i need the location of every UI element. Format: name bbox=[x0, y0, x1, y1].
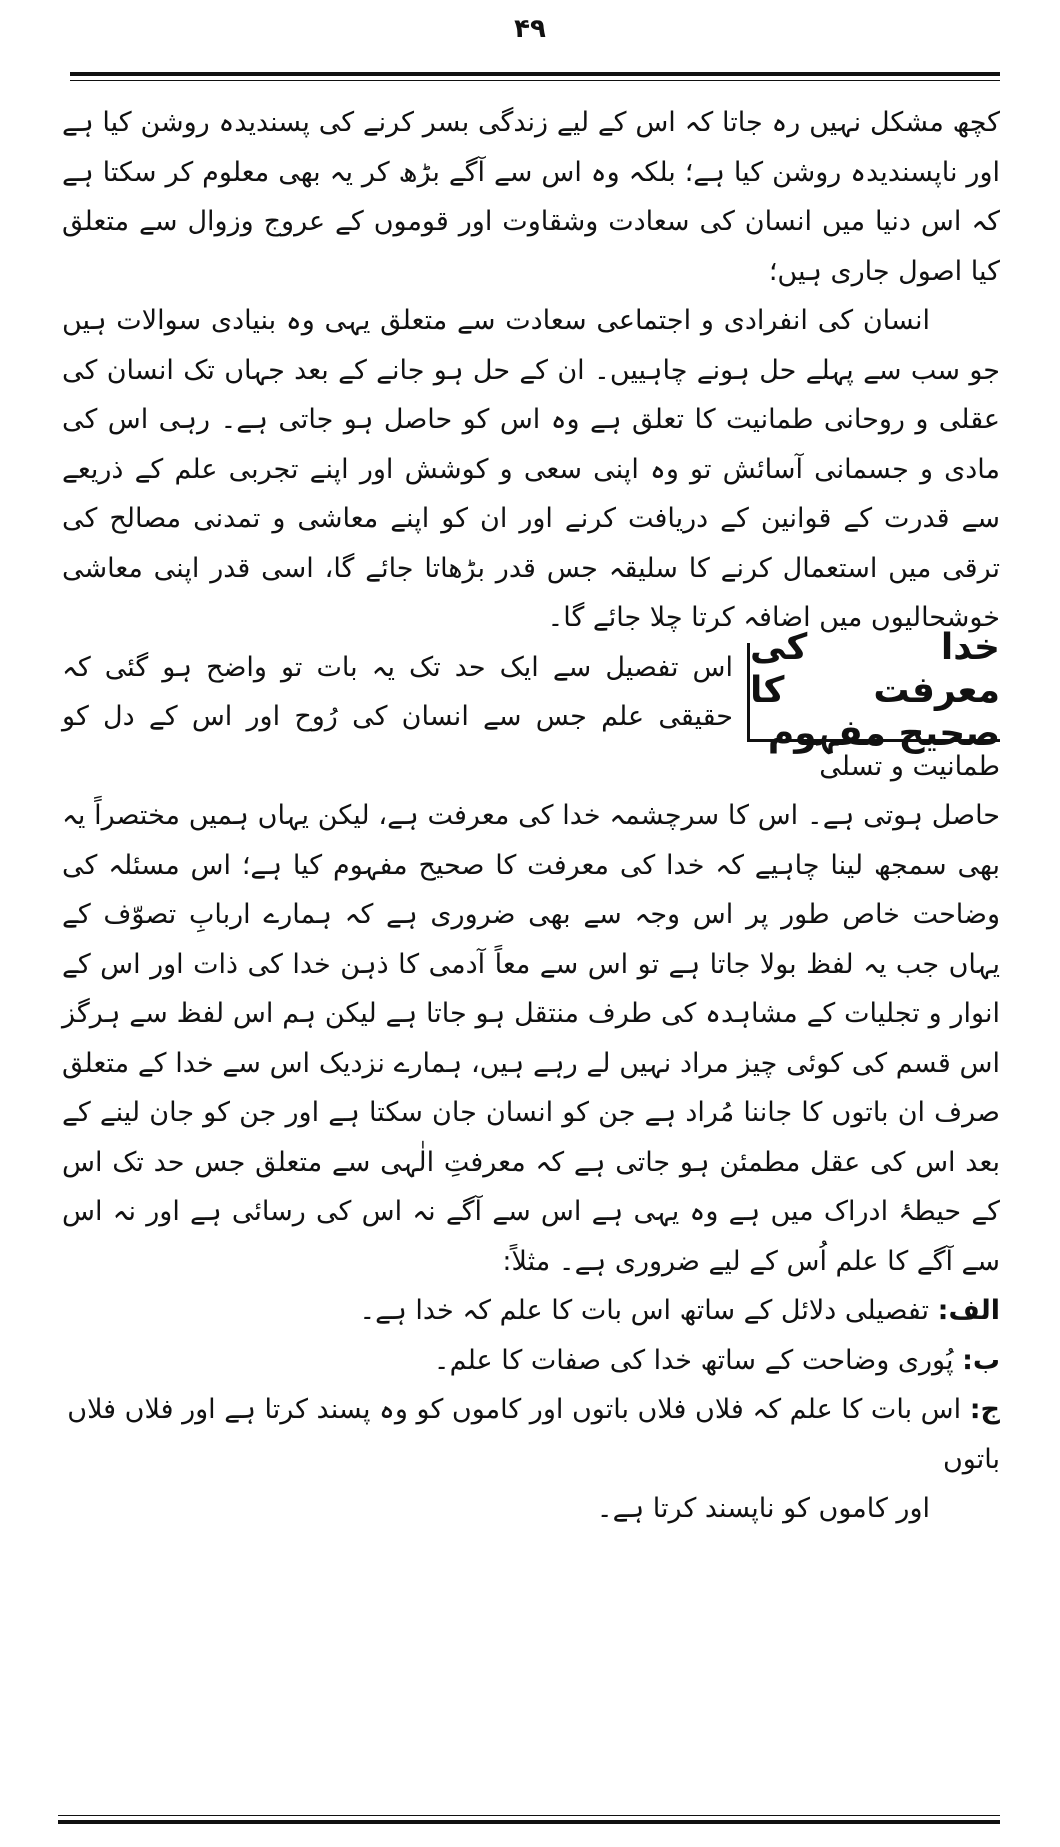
list-text: پُوری وضاحت کے ساتھ خدا کی صفات کا علم۔ bbox=[433, 1344, 954, 1376]
page-number: ۴۹ bbox=[514, 14, 546, 44]
paragraph-continued: کچھ مشکل نہیں رہ جاتا کہ اس کے لیے زندگی بسر کرنے کی پسندیدہ روشن کیا ہے اور ناپسندیدہ روشن کیا ہے؛ بلکہ وہ اس سے آگے بڑھ کر یہ بھی معلوم کر سکتا ہے کہ اس دنیا میں انسان کی سعادت وشقاوت اور قوموں کے عروج وزوال سے متعلق کیا اصول جاری ہیں؛ bbox=[62, 107, 1000, 287]
list-text: تفصیلی دلائل کے ساتھ اس بات کا علم کہ خدا ہے۔ bbox=[359, 1295, 930, 1326]
paragraph-section-intro: اس تفصیل سے ایک حد تک یہ بات تو واضح ہو گئی کہ حقیقی علم جس سے انسان کی رُوح اور اس کے دل کو طمانیت و تسلی bbox=[62, 651, 1000, 782]
paragraph-marifat: حاصل ہوتی ہے۔ اس کا سرچشمہ خدا کی معرفت ہے، لیکن یہاں ہمیں مختصراً یہ بھی سمجھ لینا چاہیے کہ خدا کی معرفت کا صحیح مفہوم کیا ہے؛ اس مسئلہ کی وضاحت خاص طور پر اس وجہ سے بھی ضروری ہے کہ ہمارے اربابِ تصوّف کے یہاں جب یہ لفظ بولا جاتا ہے تو اس سے معاً آدمی کا ذہن خدا کی ذات اور اس کے انوار و تجلیات کے مشاہدہ کی طرف منتقل ہو جاتا ہے لیکن ہم اس لفظ سے ہرگز اس قسم کی کوئی چیز مراد نہیں لے رہے ہیں، ہمارے نزدیک اس سے خدا کے متعلق صرف ان باتوں کا جاننا مُراد ہے جن کو انسان جان سکتا ہے اور جن کو جان لینے کے بعد اس کی عقل مطمئن ہو جاتی ہے کہ معرفتِ الٰہی سے متعلق جس حد تک اس کے حیطۂ ادراک میں ہے وہ یہی ہے اس سے آگے نہ اس کی رسائی ہے اور نہ اس سے آگے کا علم اُس کے لیے ضروری ہے۔ مثلاً: bbox=[62, 800, 1000, 1277]
list-item-be bbox=[62, 1336, 1000, 1386]
list-label: الف: bbox=[937, 1295, 1000, 1326]
page-body bbox=[62, 98, 1000, 1534]
footer-rule-thin bbox=[58, 1815, 1000, 1816]
header-rule-thick bbox=[70, 72, 1000, 76]
header-rule-thin bbox=[70, 80, 1000, 81]
list-text: اس بات کا علم کہ فلاں فلاں باتوں اور کاموں کو وہ پسند کرتا ہے اور فلاں فلاں باتوں bbox=[67, 1394, 1000, 1475]
list-item-jeem bbox=[62, 1385, 1000, 1484]
list-item-alif bbox=[62, 1286, 1000, 1336]
section-heading-row bbox=[62, 626, 1000, 792]
list-label: ب: bbox=[962, 1344, 1000, 1376]
list-item-jeem-continuation: اور کاموں کو ناپسند کرتا ہے۔ bbox=[596, 1493, 930, 1524]
section-heading: خدا کی معرفت کا صحیح مفہوم bbox=[747, 643, 1000, 742]
footer-rule-thick bbox=[58, 1820, 1000, 1824]
list-label: ج: bbox=[969, 1394, 1000, 1425]
paragraph-sadat: انسان کی انفرادی و اجتماعی سعادت سے متعلق یہی وہ بنیادی سوالات ہیں جو سب سے پہلے حل ہونے چاہییں۔ ان کے حل ہو جانے کے بعد جہاں تک انسان کی عقلی و روحانی طمانیت کا تعلق ہے وہ اس کو حاصل ہو جاتی ہے۔ رہی اس کی مادی و جسمانی آسائش تو وہ اپنی سعی و کوشش اور اپنے تجربی علم کے ذریعے سے قدرت کے قوانین کے دریافت کرنے اور ان کو اپنے معاشی و تمدنی مصالح کی ترقی میں استعمال کرنے کا سلیقہ جس قدر بڑھاتا جائے گا، اسی قدر اپنی معاشی خوشحالیوں میں اضافہ کرتا چلا جائے گا۔ bbox=[62, 305, 1000, 633]
